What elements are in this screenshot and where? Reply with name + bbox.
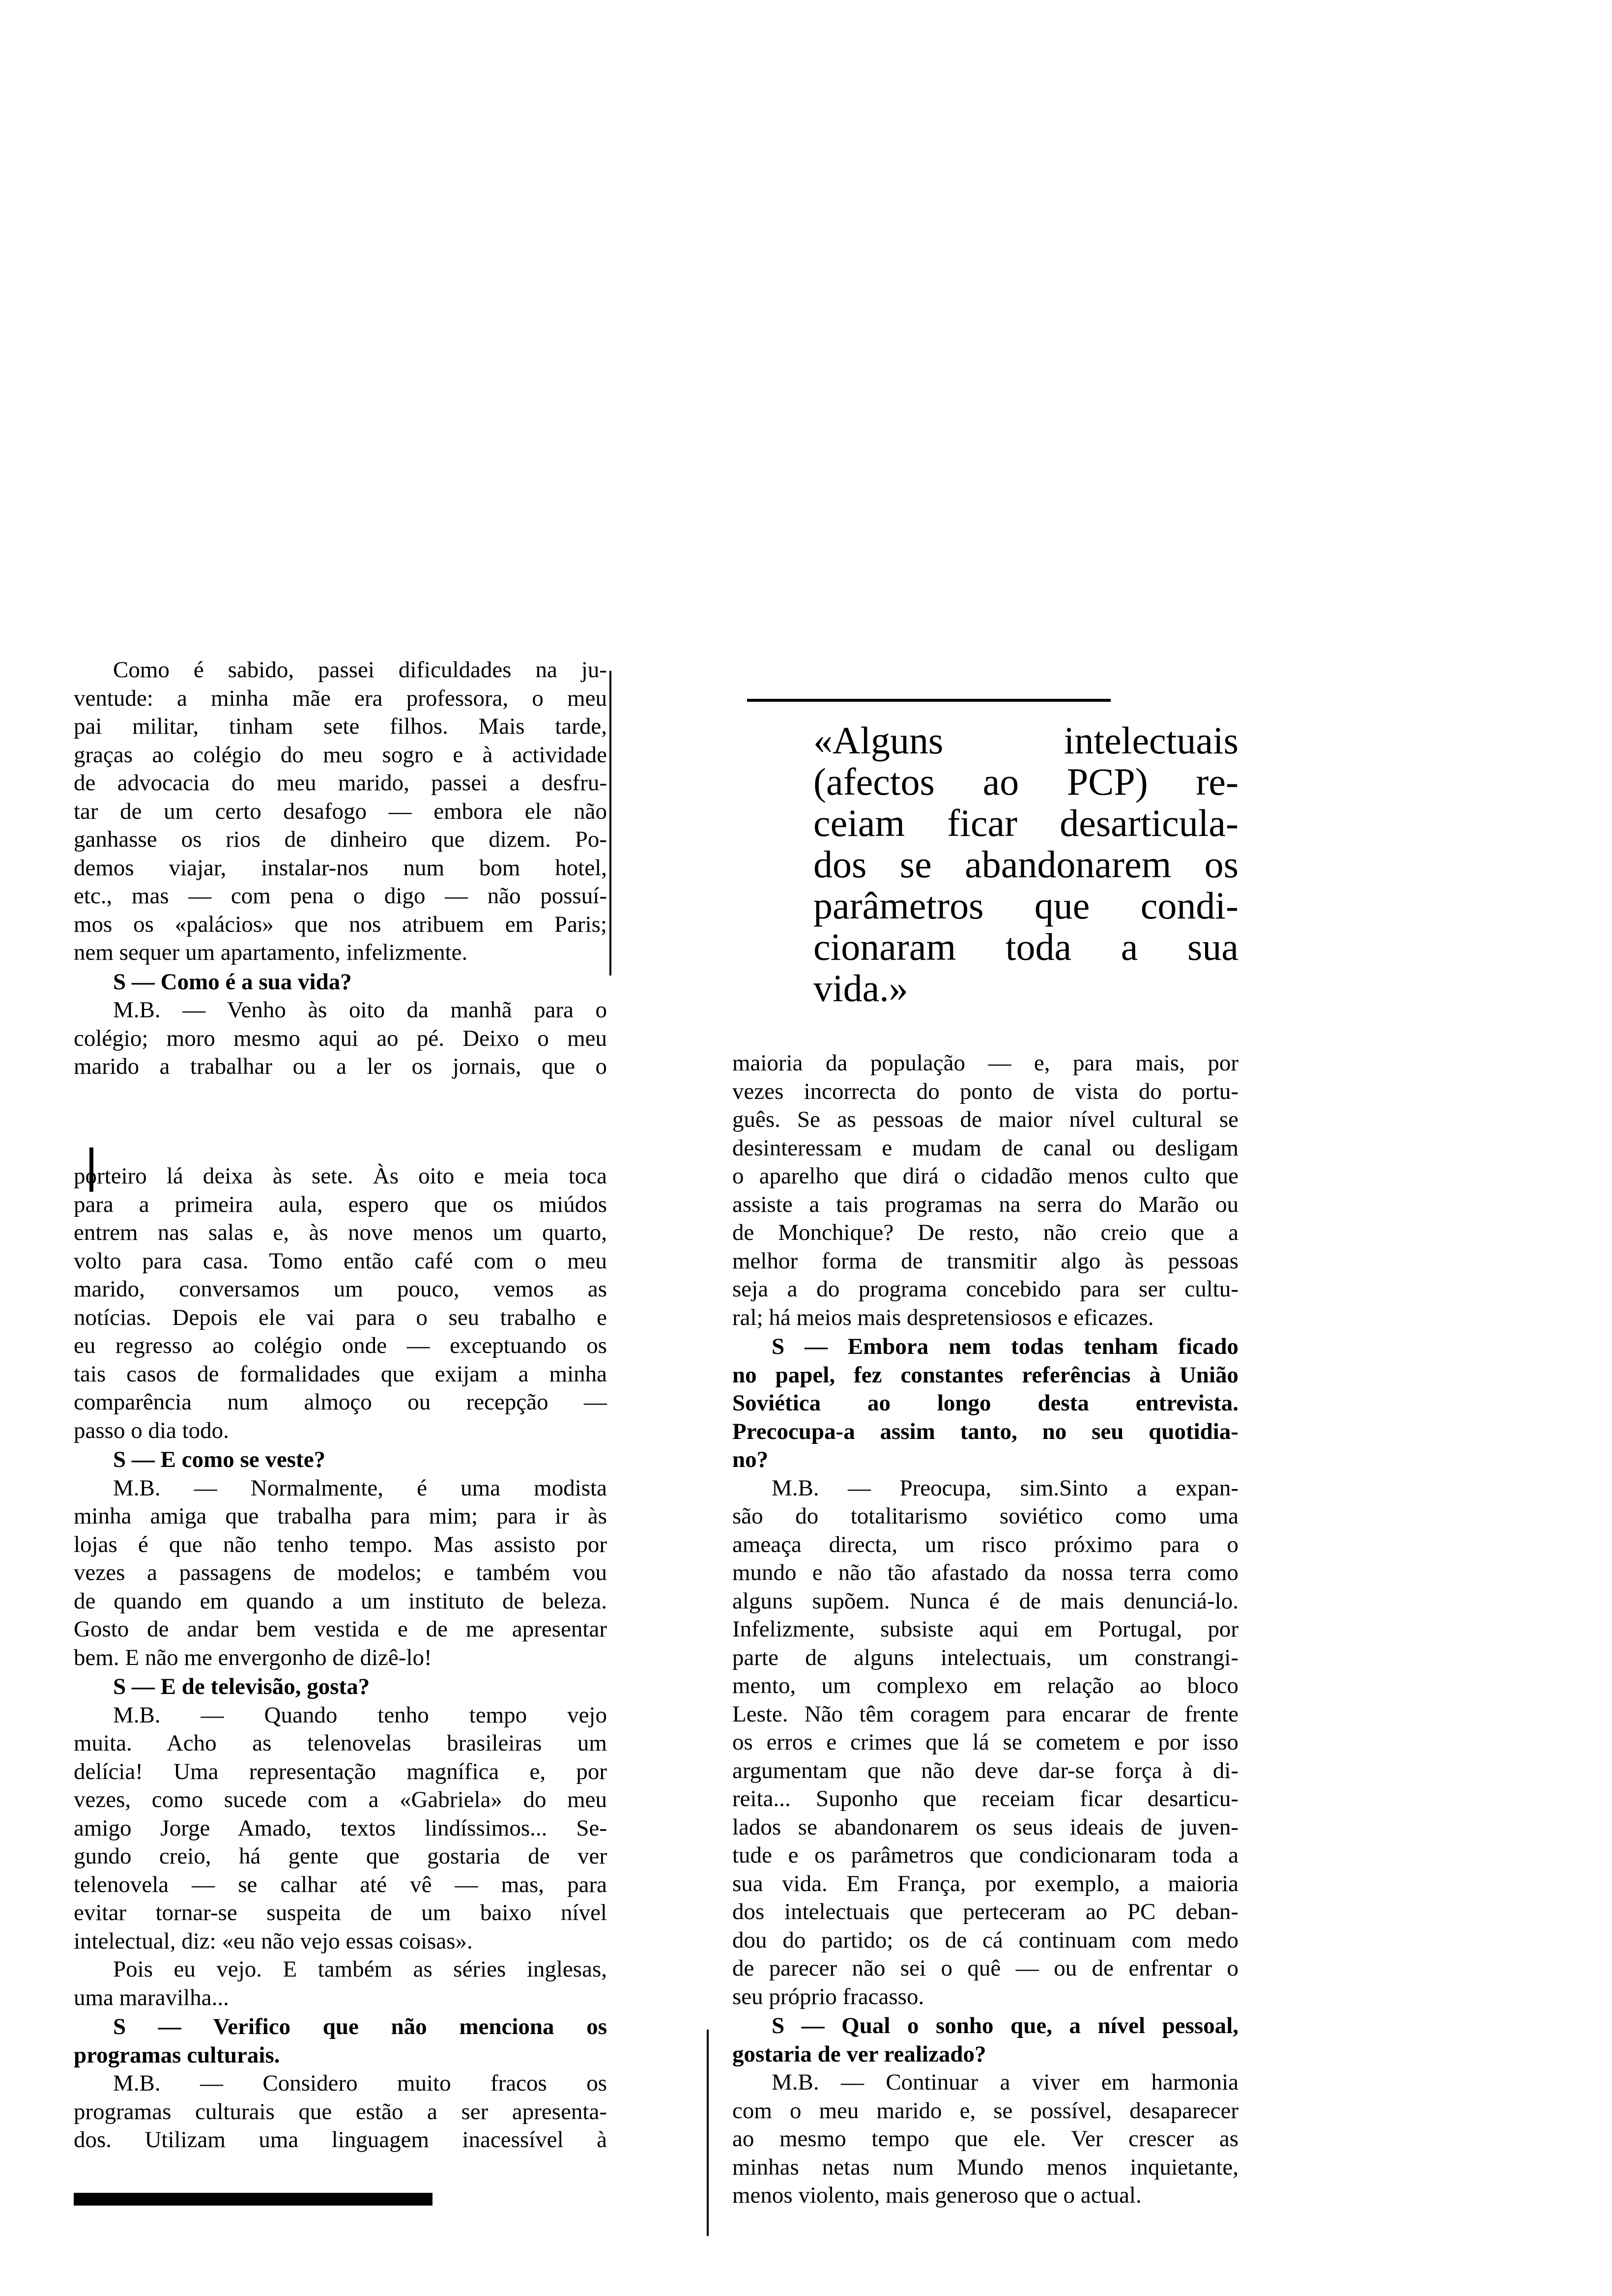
text-line: no? <box>732 1447 769 1472</box>
interview-answer <box>732 2068 1238 2210</box>
text-line: ventude: a minha mãe era professora, o meu <box>74 685 607 711</box>
text-line: M.B. — Normalmente, é uma modista <box>113 1475 607 1501</box>
text-line: M.B. — Continuar a viver em harmonia <box>772 2069 1238 2095</box>
interview-question <box>732 2012 1238 2068</box>
text-line: vezes a passagens de modelos; e também vou <box>74 1560 607 1585</box>
text-line: Precocupa-a assim tanto, no seu quotidia- <box>732 1418 1238 1444</box>
text-line: reita... Suponho que receiam ficar desarticu- <box>732 1786 1238 1811</box>
text-line: são do totalitarismo soviético como uma <box>732 1503 1238 1529</box>
text-line: nem sequer um apartamento, infelizmente. <box>74 940 468 965</box>
text-line: marido a trabalhar ou a ler os jornais, que o <box>74 1054 607 1079</box>
text-line: dos. Utilizam uma linguagem inacessível à <box>74 2127 607 2152</box>
interview-answer <box>74 2069 607 2154</box>
text-line: evitar tornar-se suspeita de um baixo nível <box>74 1900 607 1925</box>
text-line: argumentam que não deve dar-se força à di- <box>732 1757 1238 1783</box>
text-line: M.B. — Venho às oito da manhã para o <box>113 997 607 1023</box>
text-line: de Monchique? De resto, não creio que a <box>732 1220 1238 1245</box>
text-line: gostaria de ver realizado? <box>732 2041 986 2067</box>
text-line: ao mesmo tempo que ele. Ver crescer as <box>732 2126 1238 2152</box>
text-line: mento, um complexo em relação ao bloco <box>732 1673 1238 1698</box>
text-line: S — Embora nem todas tenham ficado <box>772 1334 1238 1359</box>
text-line: vezes incorrecta do ponto de vista do portu- <box>732 1078 1238 1104</box>
text-line: eu regresso ao colégio onde — exceptuando os <box>74 1333 607 1358</box>
text-line: de parecer não sei o quê — ou de enfrentar o <box>732 1955 1238 1981</box>
text-line: alguns supõem. Nunca é de mais denunciá-lo. <box>732 1588 1238 1614</box>
pull-quote-line: «Alguns intelectuais <box>813 719 1238 762</box>
text-line: S — E como se veste? <box>113 1447 326 1472</box>
interview-answer <box>732 1049 1238 1332</box>
text-line: tar de um certo desafogo — embora ele não <box>74 798 607 824</box>
text-line: com o meu marido e, se possível, desaparecer <box>732 2097 1238 2124</box>
text-line: etc., mas — com pena o digo — não possuí- <box>74 883 607 909</box>
interview-question <box>74 1446 607 1474</box>
pull-quote-line: ceiam ficar desarticula- <box>813 802 1238 844</box>
text-line: comparência num almoço ou recepção — <box>74 1389 607 1415</box>
top-rule-right <box>747 699 1111 702</box>
right-column-margin-line <box>707 2030 709 2236</box>
text-line: de quando em quando a um instituto de beleza. <box>74 1588 607 1614</box>
text-line: Soviética ao longo desta entrevista. <box>732 1390 1238 1416</box>
text-line: ameaça directa, um risco próximo para o <box>732 1531 1238 1557</box>
text-line: notícias. Depois ele vai para o seu trabalho e <box>74 1304 607 1330</box>
text-line: passo o dia todo. <box>74 1417 229 1443</box>
text-line: Como é sabido, passei dificuldades na ju- <box>113 657 607 683</box>
interview-answer <box>732 1474 1238 2011</box>
text-line: uma maravilha... <box>74 1984 229 2010</box>
text-line: demos viajar, instalar-nos num bom hotel, <box>74 855 607 881</box>
interview-question <box>732 1333 1238 1474</box>
text-line: intelectual, diz: «eu não vejo essas coisas». <box>74 1928 473 1954</box>
text-line: programas culturais que estão a ser apresenta- <box>74 2098 607 2124</box>
text-line: amigo Jorge Amado, textos lindíssimos... Se- <box>74 1815 607 1841</box>
text-line: assiste a tais programas na serra do Marão ou <box>732 1191 1238 1217</box>
text-line: menos violento, mais generoso que o actual. <box>732 2182 1142 2208</box>
text-line: seu próprio fracasso. <box>732 1983 924 2009</box>
interview-answer <box>74 1955 607 2012</box>
interview-question <box>74 968 607 997</box>
text-line: Pois eu vejo. E também as séries inglesas, <box>113 1956 607 1982</box>
text-line: seja a do programa concebido para ser cultu- <box>732 1276 1238 1302</box>
text-line: desinteressam e mudam de canal ou desligam <box>732 1135 1238 1161</box>
text-line: colégio; moro mesmo aqui ao pé. Deixo o meu <box>74 1025 607 1051</box>
interview-question <box>74 1673 607 1701</box>
pull-quote-line: (afectos ao PCP) re- <box>813 760 1238 803</box>
text-line: os erros e crimes que lá se cometem e por isso <box>732 1729 1238 1755</box>
text-line: S — Como é a sua vida? <box>113 969 352 995</box>
text-line: o aparelho que dirá o cidadão menos culto que <box>732 1163 1238 1189</box>
text-line: parte de alguns intelectuais, um constrangi- <box>732 1644 1238 1670</box>
pull-quote-line: cionaram toda a sua <box>813 925 1238 968</box>
text-line: mundo e não tão afastado da nossa terra como <box>732 1560 1238 1585</box>
text-line: minhas netas num Mundo menos inquietante, <box>732 2154 1238 2180</box>
text-line: S — E de televisão, gosta? <box>113 1674 370 1699</box>
pull-quote-line: dos se abandonarem os <box>813 843 1238 886</box>
text-line: graças ao colégio do meu sogro e à actividade <box>74 742 607 768</box>
text-line: de advocacia do meu marido, passei a desfru- <box>74 770 607 796</box>
interview-question <box>74 2013 607 2069</box>
text-line: Infelizmente, subsiste aqui em Portugal, por <box>732 1616 1238 1642</box>
left-column-margin-line <box>609 671 611 976</box>
text-line: maioria da população — e, para mais, por <box>732 1050 1238 1076</box>
text-line: vezes, como sucede com a «Gabriela» do meu <box>74 1787 607 1812</box>
text-line: programas culturais. <box>74 2042 280 2068</box>
text-line: ganhasse os rios de dinheiro que dizem. Po- <box>74 827 607 852</box>
text-line: melhor forma de transmitir algo às pessoas <box>732 1248 1238 1274</box>
text-line: S — Qual o sonho que, a nível pessoal, <box>772 2013 1238 2038</box>
right-column-body <box>732 1049 1238 2210</box>
interview-answer <box>74 1474 607 1672</box>
text-line: entrem nas salas e, às nove menos um quarto, <box>74 1220 607 1245</box>
text-line: tude e os parâmetros que condicionaram toda a <box>732 1842 1238 1868</box>
pull-quote-line: vida.» <box>813 967 908 1009</box>
text-line: gundo creio, há gente que gostaria de ver <box>74 1843 607 1869</box>
text-line: guês. Se as pessoas de maior nível cultural se <box>732 1107 1238 1132</box>
text-line: porteiro lá deixa às sete. Às oito e meia toca <box>74 1163 607 1189</box>
text-line: lados se abandonarem os seus ideais de juven- <box>732 1814 1238 1840</box>
text-line: no papel, fez constantes referências à União <box>732 1362 1238 1388</box>
text-line: bem. E não me envergonho de dizê-lo! <box>74 1644 432 1670</box>
text-line: Leste. Não têm coragem para encarar de frente <box>732 1701 1238 1727</box>
text-line: M.B. — Quando tenho tempo vejo <box>113 1702 607 1728</box>
text-line: telenovela — se calhar até vê — mas, para <box>74 1871 607 1897</box>
pull-quote <box>813 720 1238 1009</box>
interview-answer <box>74 656 607 967</box>
text-line: muita. Acho as telenovelas brasileiras um <box>74 1730 607 1756</box>
text-line: para a primeira aula, espero que os miúdos <box>74 1191 607 1217</box>
text-line: volto para casa. Tomo então café com o meu <box>74 1248 607 1274</box>
text-line: dos intelectuais que perteceram ao PC deban- <box>732 1899 1238 1924</box>
text-line: sua vida. Em França, por exemplo, a maioria <box>732 1870 1238 1896</box>
text-line: Gosto de andar bem vestida e de me apresentar <box>74 1616 607 1642</box>
text-line: marido, conversamos um pouco, vemos as <box>74 1276 607 1302</box>
text-line: ral; há meios mais despretensiosos e eficazes. <box>732 1304 1154 1330</box>
text-line: dou do partido; os de cá continuam com medo <box>732 1927 1238 1953</box>
text-line: tais casos de formalidades que exijam a minha <box>74 1361 607 1387</box>
interview-answer <box>74 1162 607 1445</box>
text-line: mos os «palácios» que nos atribuem em Paris; <box>74 911 607 937</box>
interview-answer <box>74 1701 607 1956</box>
text-line: minha amiga que trabalha para mim; para ir às <box>74 1503 607 1529</box>
text-line: M.B. — Considero muito fracos os <box>113 2070 607 2096</box>
text-line: S — Verifico que não menciona os <box>113 2014 607 2039</box>
text-line: pai militar, tinham sete filhos. Mais tarde, <box>74 714 607 739</box>
left-column-top <box>74 656 607 1081</box>
text-line: M.B. — Preocupa, sim.Sinto a expan- <box>772 1475 1238 1501</box>
left-column-bottom <box>74 1162 607 2154</box>
text-line: lojas é que não tenho tempo. Mas assisto por <box>74 1531 607 1557</box>
pull-quote-line: parâmetros que condi- <box>813 884 1238 927</box>
bottom-black-bar <box>74 2193 432 2206</box>
text-line: delícia! Uma representação magnífica e, por <box>74 1758 607 1784</box>
interview-answer <box>74 996 607 1081</box>
